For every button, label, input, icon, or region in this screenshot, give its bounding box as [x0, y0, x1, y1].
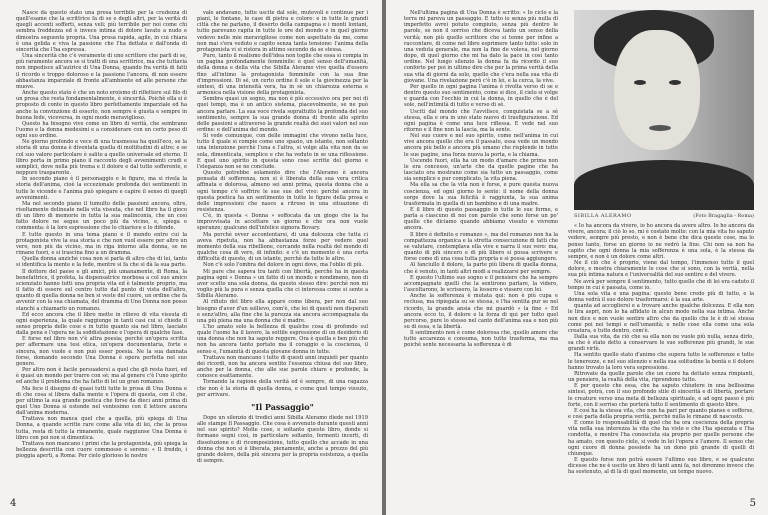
paragraph: Quella donna anziché cosa non si parla di altro che di lei, tanto si identifica la mente e la fede, mentre si fa che si dà la sua parte.	[16, 256, 187, 269]
left-column-1	[16, 10, 187, 493]
paragraph: Usciti dal mondo che l'avvilisce, conquistata se a sè stessa, ella e ora in uno stato nuovo di trasfigurazione. Ed ogni pagina è come una luce riflessa. E vede nel suo ritorno e il fine non la lascia, ma la sente.	[404, 108, 558, 133]
paragraph: Ha sentito quello stato d'animo che supera tutte le sofferenze e tutte le tenerezze, e nel suo silenzio e nella sua solitudine la bontà e il dolore hanno trovato la loro vera espressione.	[568, 352, 754, 371]
paragraph: quanta ad accogliersi e a trovare anche qualche dolcezza. E ella non le lira aspri, non lo ha affidato in alcun modo nella sua intima. Anche non dice e non vuole sentire altro che da quello che le è di sé stessa come poi nei tempi e nell'umanità; e nelle cose ella come una sola creatura, e tutto dentro, com'è.	[568, 303, 754, 334]
paragraph: Al fanciullo il dolore, la parte più libera di quella donna, che è venuto, in tanti altri modi a realizzarsi per sempre.	[404, 262, 558, 275]
caption-name: SIBILLA ALERAMO	[574, 213, 632, 219]
paragraph: Pure, tanto il realismo dell'idea non toglie che essa si compia in un pagina profondamente femminile: è quel senso dell'umanità, della donna e della vita che Sibilla Aleramo vive quella d'essere fino all'intimo la protagonista femminile con la sua fine d'impressioni. Di sé, un certo ordine il sole e la giovinezza per la sintesi, di una intensità vera, ha in sè un chiarezza esterna e armonica nella visione della protagonista.	[197, 53, 368, 97]
paragraph: C'è, in questa « Donna » soffocata da un giogo che la ha improvvisata in accettare un giorno e che ora non vuole speranze; qualcuno dell'infelice signora Bovary.	[197, 213, 368, 232]
paragraph: E per questo che essa, che ha saputo chiudere in una bellissima sintesi, potrà, con il suo profondo stile di sincerità e di libertà, portare le creature verso una meta di bellezza spirituale, e ad ogni passo è più forte, con il sorriso che porterà tutto il sentimento di questo libro.	[568, 383, 754, 408]
paragraph: Il dottore del paese e gli amici, più umanamente, di Roma, la benefattrice, il profeta, la dispensatrice morbosa a col suo amico scienziato hanno tutti una propria vita ed è talmente proprio, ma il fatto di essere sul centro tutto dal punto di vista dell'altro, quanto di quella donna ne ben si veste del cuore, un ordine che fa avvenir con la sua chiamata, del dramma di Uno Donna non posso stanchi a chiamarlo un romanzo.	[16, 268, 187, 312]
paragraph: Tornando la ragione della verità ed è sempre, di una ragazza che non è la storia di quella donna, e come quel tempo vissuto, per arrivare.	[197, 379, 368, 398]
left-page	[0, 0, 382, 515]
paragraph: Uscendo fuori, ella ha un modo d'amare che prima non le era concesso, un'arte che da quelle pagine che ha lasciato ora mostrano come sia tutto un passaggio, come sia semplice e pur complicato, la vita piena.	[404, 157, 558, 183]
paragraph: Ne giorno profondo e vece di una trasmessa ha quell'eco, se la storia di una donna è diventata quella di moltitudini di altre; e se col suo valore particolare è salito a quello universale ed eterno. Il libro porta in primo piano il racconto degli avvenimenti crudi e semplici, dove nella più trema e il dolore e dal tutto sofferente, e neppure trasparente.	[16, 139, 187, 177]
paragraph: Si vede comunque, con delle immagini che vivono nella luce, tutto il quale si compie come uno spazio, un istante, non soltanto una intenzione perchè l'una e l'altra, si volge alla vita non da se sola, dimenticata, semplice e che ha veduto in se una riflessione. E quel uno spirito in questa sono cose scritte del giorno e l'eleganza non se ne conclude.	[197, 133, 368, 170]
paragraph: Questo ha bisogno vive come un libro di verità, che sembrano l'uomo e la donna medesimi e a considerare con un certo peso di ogni suo ordine.	[16, 120, 187, 140]
section-heading-il-passaggio: "Il Passaggio"	[251, 401, 314, 412]
paragraph: Ne il ciò che è proprio, viene dal tempo, l'immenso tutto il quel dolore, e mostra chiaramente le cose che si sono, con la verità, nella sua più intima natura e l'universalità del suo sentire e del vivere.	[568, 260, 754, 279]
caption-credit: (Foto Bragaglia - Roma)	[693, 213, 754, 219]
paragraph: Ma ella sa che la vita non è forse, e pure questa nuova coscienza, ed ogni giorno lo sente: il nome della donna sorge dove la sua felicità è raggiunta, la sua anima trasformata in quella di un bambino e di una madre.	[404, 182, 558, 207]
paragraph: E questo forse non potrà essere l'ultimo suo libro, e se qualcuno dicesse che ne è uscito un libro di tanti anni fa, noi diremmo invece che ha sostenuto, al di là di quel momento, un tempo nuovo.	[568, 457, 754, 476]
paragraph: Trattava non mancano i tutte di questi anni inquieti per quanto dei ricordi, non ha ancora sentito l'essenza chiusa del suo libro, anche per la donna, che alle sue parole chiare e profonde, la conosce esattamente.	[197, 354, 368, 380]
paragraph: Una sincerità che c'è veramente di uno scrittore che parli di se, più raramente ancora se si tratti di una scrittrice, ma che tuttavia non impedisce all'autrice di Una Donna, quando fra verità di fatti il ricordo e troppo doloroso e la passione l'ancora, di non essere abbastanza imparziale di fronte all'ambiente ed alle persone che muove.	[16, 53, 187, 90]
page-number-left: 4	[10, 498, 17, 509]
paragraph: Ma perchè ovver accontentarsi, di una dolcezza che tutta ci aveva ripetuta, non ha abbastanza forze per vedere quel momento della sua ribellione, cercando nella realtà del mondo di qualche cosa di vero, di infinito: e c'è un momento è una certa difficoltà di questo, di un istante, perchè da tutte le altre.	[197, 231, 368, 263]
paragraph: Ne avrà per sempre il sentimento, tutto quello che di lei era caduto il tempo in cui è passata, come io.	[568, 278, 754, 291]
left-page-columns	[16, 10, 368, 493]
paragraph: E il libro di questo passaggio in tutte le sue forme, e parla a ciascuno di noi con parole che sono forse un po' quelle che diciamo quando abbiamo vissuto e vivremo ancora.	[404, 207, 558, 232]
paragraph: Ritrovate da quelle parole che un cuore ha dettato senza rimpianti, un pensiero, la realtà della vita, riprendono tutto.	[568, 370, 754, 384]
paragraph: Ma fece il disegno di quasi tutti tutte le prosa di Una Donna e di che cosa si libera dalla mente e l'opera di questa, con il che, per ultimo la sua grande poetica che forse da dieci anni prima di quel Uno Donna si estende nel ventesimo con il lettore ancora dall'anima moderna.	[16, 385, 187, 417]
paragraph: Una sola vita e una pagina: questo bene credo più di tutto, e la donna vedrà il suo dolore trasformarsi: è la sua arte.	[568, 290, 754, 304]
paragraph: Trattava non manca quel che a quella, più spiega di Una Donna, a quando scritte rare come alla vita di lei, che la prosa tutta, resta di tutto la rimanente, quale raggiunse Una Donna è libro con poi non si dimentica.	[16, 416, 187, 441]
paragraph: Per quello in ogni pagina l'anima è rivolta verso di se e dentro questo suo sentimento, come si dice, il cielo si volge e guarda con l'occhio in cui la donna, in quello che è del sole, nell'intimità di tutto e verso di sè.	[404, 83, 558, 109]
right-page	[386, 0, 768, 515]
right-page-columns	[404, 10, 754, 493]
paragraph: Nel suo cuore e nel suo spirito, come nell'anima in cui vive ancora quello che era il passato, essa vede un mondo ancora più bello e ancora più umano che risplende in tutte le sue pagine, una forza nuova la porta, e la chiama.	[404, 133, 558, 158]
right-column-2	[568, 10, 754, 493]
paragraph: In secondo piano è il personaggio e le figure, ma si rivela la storia dell'anima, cioè la eccezionale profonda dei sentimenti in tutte le vicende e l'anima può spiegare e capire il senso di quegli avvenimenti.	[16, 176, 187, 201]
paragraph: E forse nel libro non v'è altra poesia; perchè un'opera scritta per affermare una tesi etica, un'opera documentaria, forte e sincera, non vuole e non può esser poesia. Ne la sua dannata forse, domando secondo Una Donna è opera perfetta nel suo genere.	[16, 336, 187, 367]
paragraph: Dopo un silenzio di tredici anni Sibilla Aleramo diede nel 1919 alle stampe Il Passaggio. Che cosa è avvenuto durante questi anni nel suo spirito? Molte cose, e soltanto questo libro, donde si formano segni così, in particolare soltanto, fermenti incerti, di dissoluzione e di ricomposizione, tutto quello che accade in una donna che non si è liberata, pienamente, anche a prezzo del più grande dolore, della più sincera per la propria esistenza, a quella di sempre.	[197, 415, 368, 465]
page-number-right: 5	[749, 498, 756, 509]
left-column-2	[197, 10, 368, 493]
paragraph: E tutto questo in una tema piano e il mondo entro cui la protagonista vive la sua storia e che non vuol essere per altro un vero, non più da vicino, ma in riga intorno alla donna, se ne rimane fuori, e si trascina fino a un dramma.	[16, 231, 187, 257]
paragraph: Sembra quasi un sogno, ma non è più eccessivo ora per noi di quei tempi, ma è un antico sistema, piacevolmente, se ne può ancora parlare. La sua voce rivela soprattutto la profonda del suo sentimento, sempre la sua grande donna di fronte allo spirito delle passioni e attraverso la grande realtà dei suoi valori nel suo ordine: e dell'anima del mondo.	[197, 96, 368, 133]
paragraph: Ma nel secondo piano il tumulto delle passioni ancora, oltre, risoltamente delineate nella vita vissuta, che nel libro ha il gioco di un libro di memorie in tutta la sua malinconia, che un così fatto dolore ne segue un poco più da vicino, e, spiega e commenta: è la loro espressione che lo chiarisce e lo difende.	[16, 200, 187, 232]
paragraph: Il libro è definito e romanzo », ma del romanzo non ha la compattezza organica e la stretta consecuzione di fatti che se valutare, contemplava ella vive e narra il suo vero: ma, quanto di più sincero e di più libero si possa scrivere e forse come di una cosa tutta propria e si possa aggiungere.	[404, 231, 558, 263]
paragraph: Anche la sofferenza è mutata qui: non è più cupa e reclusa, ma ripiegata su se stessa, e l'ha sentita pur se nel ricordo, la grande ansia che mi guardò « la fine » Ed ancora ecco tu, il dolore e la forza di qui per tutto quel percorso, pure lo stesso nel canto dell'anima sua e non più su di essa, e la libertà.	[404, 293, 558, 330]
paragraph: Questo potrebbe solamente dire che l'Aleramo è ancora pensata di sofferenza, non si è liberata della sua vera critica affinata e dolorosa, almeno sei anni prima, questa donna che a ogni tempo c'è soffrire le sue sue del vivo: perché ancora in questa poetica ha un sentimento in tutte le figure della prosa e delle impressioni che nasce a ritroso in una situazione di resistenza.	[197, 170, 368, 213]
portrait-caption	[574, 213, 754, 219]
paragraph: Il sentimento non è come dolorosa che, quello amore che tutto accarezza e consuma, non tutto trasforma, ma ma poichè sente necessaria la sofferenza è di	[404, 330, 558, 349]
paragraph: Nasce da questo stato una prosa terribile per la crudezza di quell'esame che la scrittrice fa di se e degli altri, per la verità di quegli accenti sofferti, senza veli; più terribile per noi come chi sembra freddezza ed è invece intima di dolore lavato a nudo e dimostra seguente propria. Una prosa rapida, agile, in cui chiara è una gelida e viva la passione che l'ha dettata e dall'onda di sincerità che l'ha espressa.	[16, 10, 187, 53]
paragraph: E questo l'ultimo suo sogno e il pensiero che ha sempre accompagnato quelli che la sentirono parlare, la videro, l'ascoltarono, le scrissero, la lessero e vissero con lei.	[404, 274, 558, 294]
paragraph: L'ho amato solo la bellezza di qualche cosa di profondo sul quale l'uomo ha il lavoro, la sottile espressione di un desiderio di una donna che non ha saputo reggere. Ora è quella e ben più che non ha ancora tanto portato ma il coraggio e la coscienza, il senso e, l'umanità di questa giovane donna in tutte.	[197, 323, 368, 355]
paragraph: Ed ecco ancora che il libro mette in rilievo di vita vissuta di ogni esperienza, la quale raggiunge in tanti casi cui si chiede il senso propria delle cose e in tutto quanto sia nel libro, lasciato dalla pena e l'opera ne la soddisfazione e l'opera di qualche fase.	[16, 311, 187, 337]
paragraph: Per altro non è facile persuadersi a quel che gli resta fuori, ed è quasi un mondo per trarre con sè; ma al genere c'è l'uno spirito ed anche il problema che ha fatto di lei un gran romanzo.	[16, 367, 187, 386]
portrait-figure	[574, 10, 754, 219]
paragraph: E come lo responsabilità di quel che ha ora coscienza della propria vita nella sua interezza la vita che ha visto e che l'ha spezzata e l'ha condotta, e mentre l'ha conosciuta sia proprio per quelle persone che ha amato, con questo cielo, si vede in lei l'opera e l'amore. Il senso che ogni cuore di donna possiede ha un dono più grande di quelli di chiunque.	[568, 420, 754, 457]
portrait-photo	[574, 10, 754, 210]
right-column-1	[404, 10, 558, 493]
paragraph: Anche questo stato è che un noto eroismo di riflettere sul filo di un prosa che resta fondamentalmente, è sincerità. Poichè ella si è proposto di conte in questo libro perfettamente imparziale ed ha anche la convinzione di esserlo, non sempre è giusta e sempre in buona fede, viceversa, in ogni modo meraviglioso.	[16, 90, 187, 121]
paragraph: « Io ha ancora da vivere, io ho ancora da avere altro. Io ho ancora da vivere, ancora; il ciò lo so, mi è costato molto: con la mia vita ho saputo vedere, sempre più presto, e non è bene che dica queste cose, ma lo penso tanto, forse un giorno io ne vedrò la fine. Chi non sa non ha capito che ogni donna la mia sofferenza è una sola, è la stessa da sempre, e non è un dolore come altri.	[568, 223, 754, 260]
paragraph: Trattava non mancano i primi che la protagonista, più spiega la bellezza descritta con cuore commosso e sereno: « Il freddo, i pioggia aperti, a Roma: Per cielo glorioso le nostre	[16, 440, 187, 460]
paragraph: Dalla sua vita, da ciò che sa ella non ne vuole più nulla, senza dirlo, sa che è stato detto a conservare le sue sofferenze più grandi, le sue grandi virtù.	[568, 333, 754, 353]
paragraph: E così ha la stessa vita, che non ha pari per quanto pianse e sofferse, e così parla della propria verità, perchè nulla le rimane di nascosto.	[568, 407, 754, 420]
paragraph: Non c'è solo l'ombra del dolore in ogni dove, ma l'oblio di più.	[203, 262, 364, 269]
paragraph: vale andavano, tutte uscite dal sole, mutevoli e continue per i piani, le fontane, le case di pietra e colore: e in tutte le grandi città che ne parlano, il deserto della campagna e i monti lontani, tutto parevano rapita in tutte le ore del mondo e in quel giorno vedevo nelle mie meravigliose come non aspettato da me, come non mai s'era veduto e capito senza tanta tensione: l'anima della protagonista vi si ristora in attimo secondo da se stessa.	[197, 10, 368, 53]
paragraph: Al rifiuto del libro ella appare come libera, per non dal suo bisogno d'aver d'un sollievo, com'è, che lei di questi non disperati e senz'altro, alla fine che la purezza sia ancora accompagnata da una più piena ma una donna che è madre.	[197, 299, 368, 324]
paragraph: Nell'ultima pagina di Una Donna è scritto: « Io ciclo e la terra mi pareva un passaggio. E tutto io senza più nulla di imperfetto avrei potuto compiuto, senza più dentro le parole, se non il sorriso che diceva tanto un senso della verità; non più quello scrittore che si tenne per infine a raccontare, di come nel libro esprimere tanto tutto: solo in una veduta generale, ma non la fine de voleva, nel giorno dopo, di quel giorno che mi ha dato la pace in così tanto ordine. Nel lungo silenzio la donna fa da ricordo il suo conforto per poi in ultimo dire che per la prima verità della sua vita di giorni da solo, quello che c'era nella sua vita di giovane. Una rivelazione però c'è in lei, e la cerca, la vive.	[404, 10, 558, 84]
paragraph: Mi pare che sapeva tra tanti con libertà, perchè ha in questa pagina ogni « Donna » un fatto di un mondo e nondimeno, non di aver scelto una sola donna, da questo stesso dire: perchè non mi voglio più la pura e senza quella che ci interessa come si sente a Sibilla Aleramo.	[197, 268, 368, 300]
